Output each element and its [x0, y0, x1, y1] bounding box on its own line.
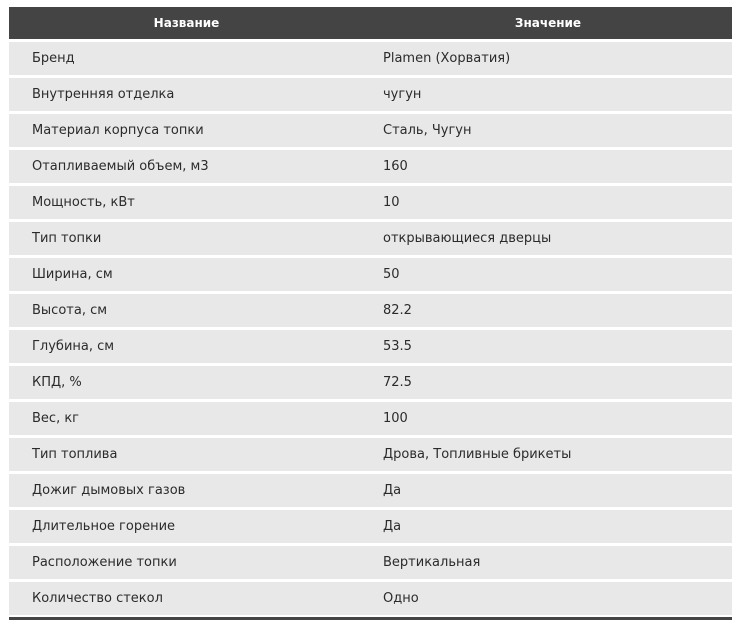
row-name: Материал корпуса топки	[9, 114, 364, 150]
row-value: 160	[364, 150, 732, 186]
table-row	[9, 294, 732, 330]
table-row	[9, 438, 732, 474]
row-name: Высота, см	[9, 294, 364, 330]
row-name: Количество стекол	[9, 582, 364, 618]
row-value: Plamen (Хорватия)	[364, 42, 732, 78]
row-value: Дрова, Топливные брикеты	[364, 438, 732, 474]
specs-table	[9, 7, 732, 618]
table-row	[9, 546, 732, 582]
specs-table-header	[9, 7, 732, 42]
row-value: Да	[364, 474, 732, 510]
row-name: Мощность, кВт	[9, 186, 364, 222]
table-row	[9, 186, 732, 222]
row-name: Дожиг дымовых газов	[9, 474, 364, 510]
table-row	[9, 42, 732, 78]
row-value: 72.5	[364, 366, 732, 402]
row-value: 82.2	[364, 294, 732, 330]
row-name: Ширина, см	[9, 258, 364, 294]
table-row	[9, 402, 732, 438]
row-name: Глубина, см	[9, 330, 364, 366]
row-value: 50	[364, 258, 732, 294]
row-value: Одно	[364, 582, 732, 618]
header-row	[9, 7, 732, 42]
row-name: Бренд	[9, 42, 364, 78]
table-row	[9, 474, 732, 510]
row-value: чугун	[364, 78, 732, 114]
table-bottom-rule	[9, 617, 732, 620]
row-value: Да	[364, 510, 732, 546]
row-name: КПД, %	[9, 366, 364, 402]
row-value: 10	[364, 186, 732, 222]
row-name: Внутренняя отделка	[9, 78, 364, 114]
table-row	[9, 222, 732, 258]
table-row	[9, 330, 732, 366]
table-row	[9, 78, 732, 114]
row-name: Отапливаемый объем, м3	[9, 150, 364, 186]
row-name: Тип топки	[9, 222, 364, 258]
row-value: Вертикальная	[364, 546, 732, 582]
row-name: Длительное горение	[9, 510, 364, 546]
table-row	[9, 582, 732, 618]
row-value: 100	[364, 402, 732, 438]
specs-table-body	[9, 42, 732, 618]
table-row	[9, 150, 732, 186]
header-value: Значение	[364, 7, 732, 42]
table-row	[9, 114, 732, 150]
row-name: Вес, кг	[9, 402, 364, 438]
row-name: Расположение топки	[9, 546, 364, 582]
table-row	[9, 258, 732, 294]
table-row	[9, 510, 732, 546]
header-name: Название	[9, 7, 364, 42]
row-value: Сталь, Чугун	[364, 114, 732, 150]
specs-table-container	[9, 7, 732, 620]
table-row	[9, 366, 732, 402]
row-value: открывающиеся дверцы	[364, 222, 732, 258]
row-name: Тип топлива	[9, 438, 364, 474]
row-value: 53.5	[364, 330, 732, 366]
